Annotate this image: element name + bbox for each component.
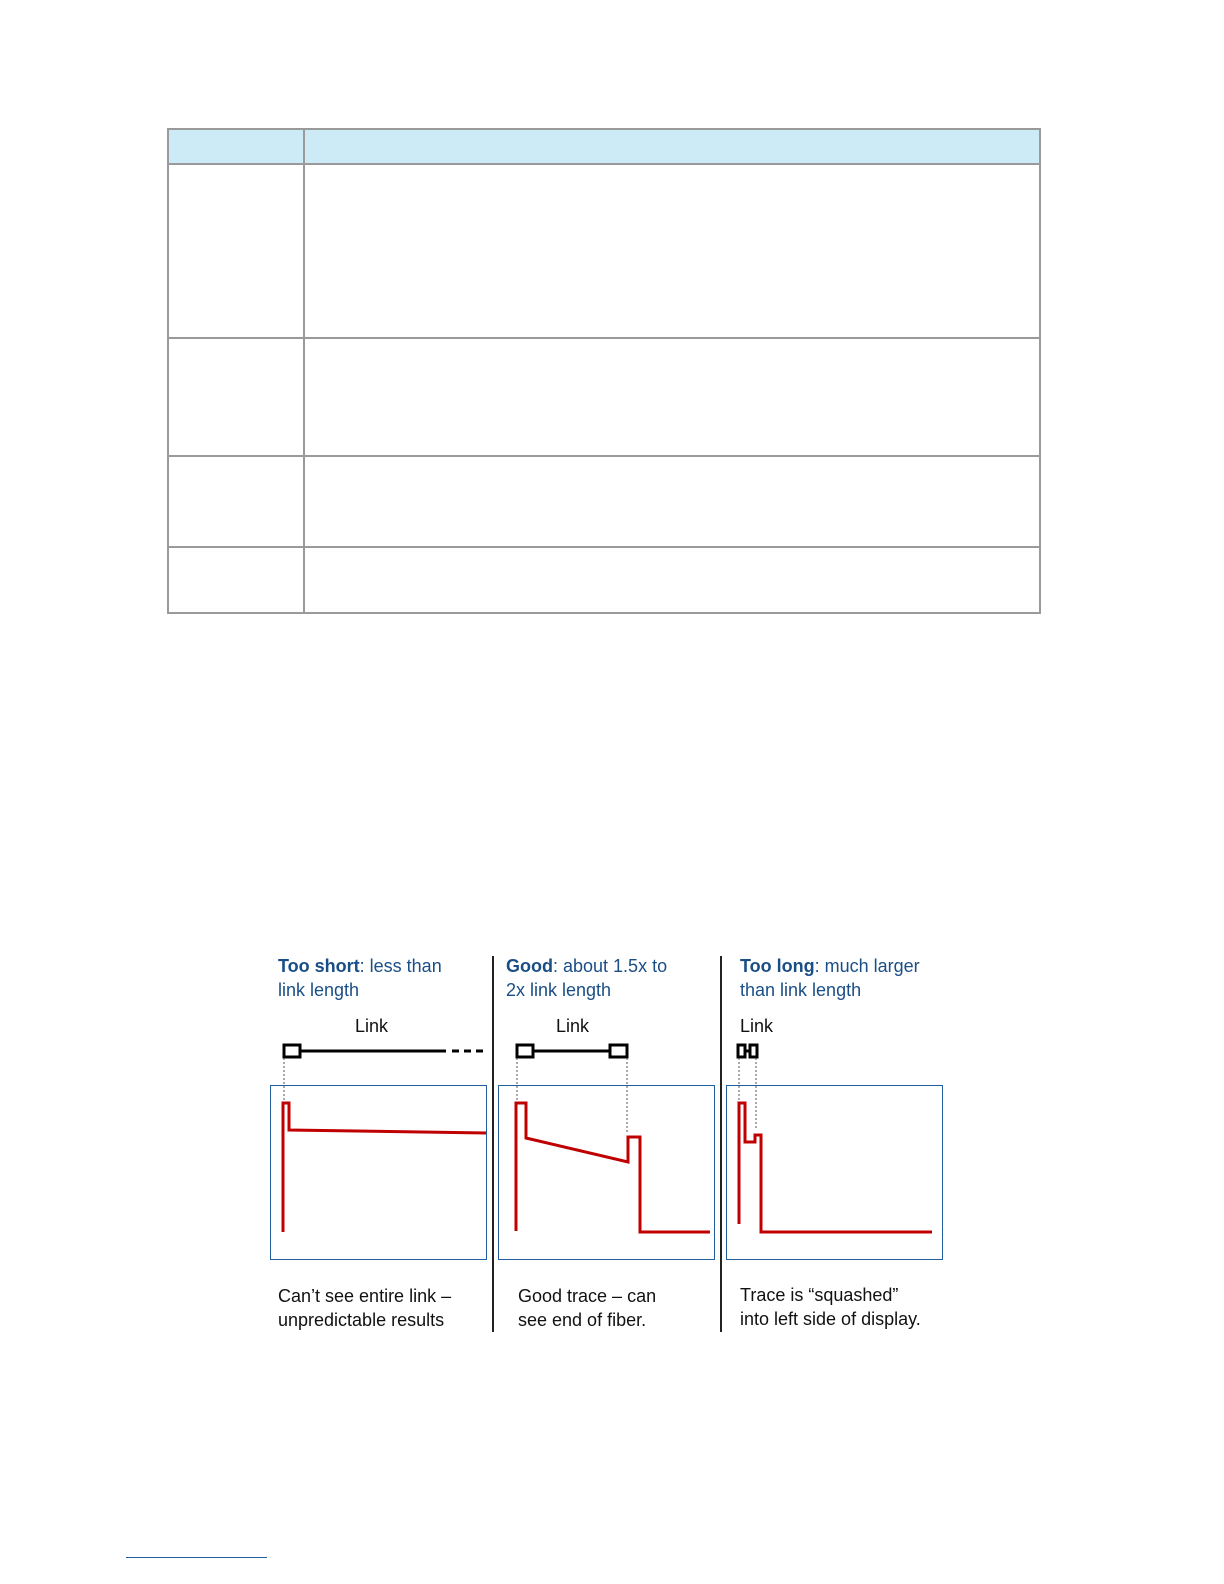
link-diagram-good: [517, 1045, 627, 1133]
title-line2: 2x link length: [506, 980, 612, 1000]
trace-line-too-long: [739, 1103, 932, 1232]
caption-line1: Can’t see entire link –: [278, 1286, 452, 1306]
title-bold: Too long: [740, 956, 815, 976]
caption-line1: Trace is “squashed”: [740, 1285, 899, 1305]
title-bold: Good: [506, 956, 553, 976]
link-diagram-too-short: [284, 1045, 484, 1100]
caption-line2: see end of fiber.: [518, 1310, 647, 1330]
link-label: Link: [355, 1016, 389, 1036]
title-rest: : about 1.5x to: [553, 956, 668, 976]
caption-line2: into left side of display.: [740, 1309, 921, 1329]
title-line2: than link length: [740, 980, 862, 1000]
caption-line1: Good trace – can: [518, 1286, 657, 1306]
title-rest: : less than: [359, 956, 442, 976]
link-diagram-too-long: [738, 1045, 757, 1128]
title-bold: Too short: [278, 956, 360, 976]
footnote-separator: [126, 1557, 267, 1558]
trace-line-too-short: [283, 1103, 486, 1232]
title-line2: link length: [278, 980, 360, 1000]
trace-line-good: [516, 1103, 710, 1232]
link-label: Link: [740, 1016, 774, 1036]
title-rest: : much larger: [814, 956, 920, 976]
link-label: Link: [556, 1016, 590, 1036]
caption-line2: unpredictable results: [278, 1310, 445, 1330]
